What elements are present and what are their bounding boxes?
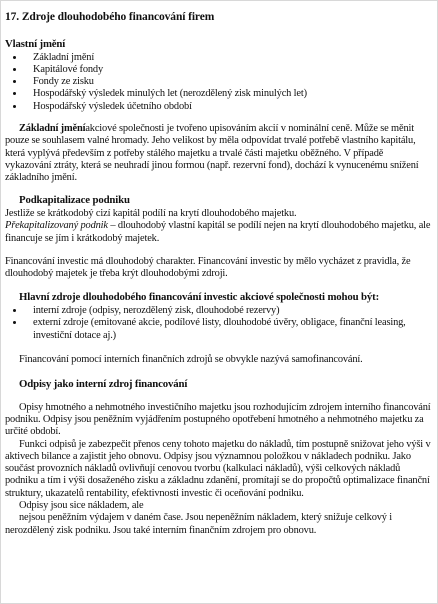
document-title: 17. Zdroje dlouhodobého financování firem [5, 11, 215, 23]
zakladni-jmeni-text: akciové společnosti je tvořeno upisováním akcií v nominální ceně. Může se měnit pouze se souhlasem valné hromady. Jeho velikost by měla odpovídat trvalé potřebě vlastního kapitálu, která vyplývá především z potřeby stálého majetku a trvalé části majetku oběžného. V případě vykazování ztráty, která se neuhradí jinou formou (např. rezervní fond), dochází k vynucenému snížení základního jmění. [5, 122, 419, 184]
list-item: • Fondy ze zisku [25, 76, 431, 88]
list-item: • Základní jmění [25, 52, 431, 64]
zakladni-jmeni-paragraph [5, 123, 431, 184]
prekapitalizace-paragraph [5, 220, 431, 245]
prekapitalizace-text: – dlouhodobý vlastní kapitál se podílí nejen na krytí dlouhodobého majetku, ale financuje se jím i krátkodobý majetek. [5, 220, 431, 244]
samofinancovani-paragraph: Financování pomocí interních finančních zdrojů se obvykle nazývá samofinancování. [19, 353, 363, 365]
vlastni-jmeni-list [5, 52, 431, 113]
list-item: • Hospodářský výsledek minulých let (nerozdělený zisk minulých let) [25, 88, 431, 100]
odpisy-paragraph-1: Opisy hmotného a nehmotného investičního majetku jsou rozhodujícím zdrojem interního financování podniku. Odpisy jsou peněžním vyjádřením postupného opotřebení hmotného a nehmotného majetku za určité období. [5, 401, 431, 438]
odpisy-heading: Odpisy jako interní zdroj financování [19, 378, 188, 391]
list-item: • externí zdroje (emitované akcie, podílové listy, dlouhodobé úvěry, obligace, finanční leasing, investiční dotace aj.) [25, 317, 431, 342]
prekapitalizace-term: Překapitalizovaný podnik [5, 220, 108, 232]
odpisy-paragraph-3b: nejsou peněžním výdajem v daném čase. Jsou nepeněžním nákladem, který snižuje celkový i nerozdělený zisk podniku. Jsou také interním finančním zdrojem pro obnovu. [5, 512, 393, 536]
hlavni-zdroje-heading: Hlavní zdroje dlouhodobého financování investic akciové společnosti mohou být: [19, 291, 380, 304]
hlavni-zdroje-list [5, 305, 431, 342]
podkapitalizace-heading: Podkapitalizace podniku [19, 194, 130, 207]
list-item: • interní zdroje (odpisy, nerozdělený zisk, dlouhodobé rezervy) [25, 305, 431, 317]
podkapitalizace-text: Jestliže se krátkodobý cizí kapitál podílí na krytí dlouhodobého majetku. [5, 207, 297, 219]
odpisy-paragraph-2: Funkci odpisů je zabezpečit přenos ceny tohoto majetku do nákladů, tím postupně snižovat jeho výši v aktivech bilance a zajistit jeho obnovu. Odpisy jsou významnou položkou v nákladech podniku. Jako součást provozních nákladů ovlivňují cenovou tvorbu (kalkulaci nákladů), výši celkových nákladů podniku a tím i výši dosaženého zisku a základnu zdanění, promítají se do propočtů optimalizace finanční struktury, ukazatelů rentability, efektivnosti investic či oceňování podniku. [5, 438, 431, 499]
odpisy-paragraph-3a: Odpisy jsou sice nákladem, ale [19, 500, 144, 512]
list-item: • Kapitálové fondy [25, 64, 431, 76]
investice-paragraph: Financování investic má dlouhodobý charakter. Financování investic by mělo vycházet z pravidla, že dlouhodobý majetek je třeba krýt dlouhodobými zdroji. [5, 255, 411, 280]
list-item: • Hospodářský výsledek účetního období [25, 101, 431, 113]
vlastni-jmeni-heading: Vlastní jmění [5, 38, 66, 50]
zakladni-jmeni-term: Základní jmění [19, 122, 86, 134]
